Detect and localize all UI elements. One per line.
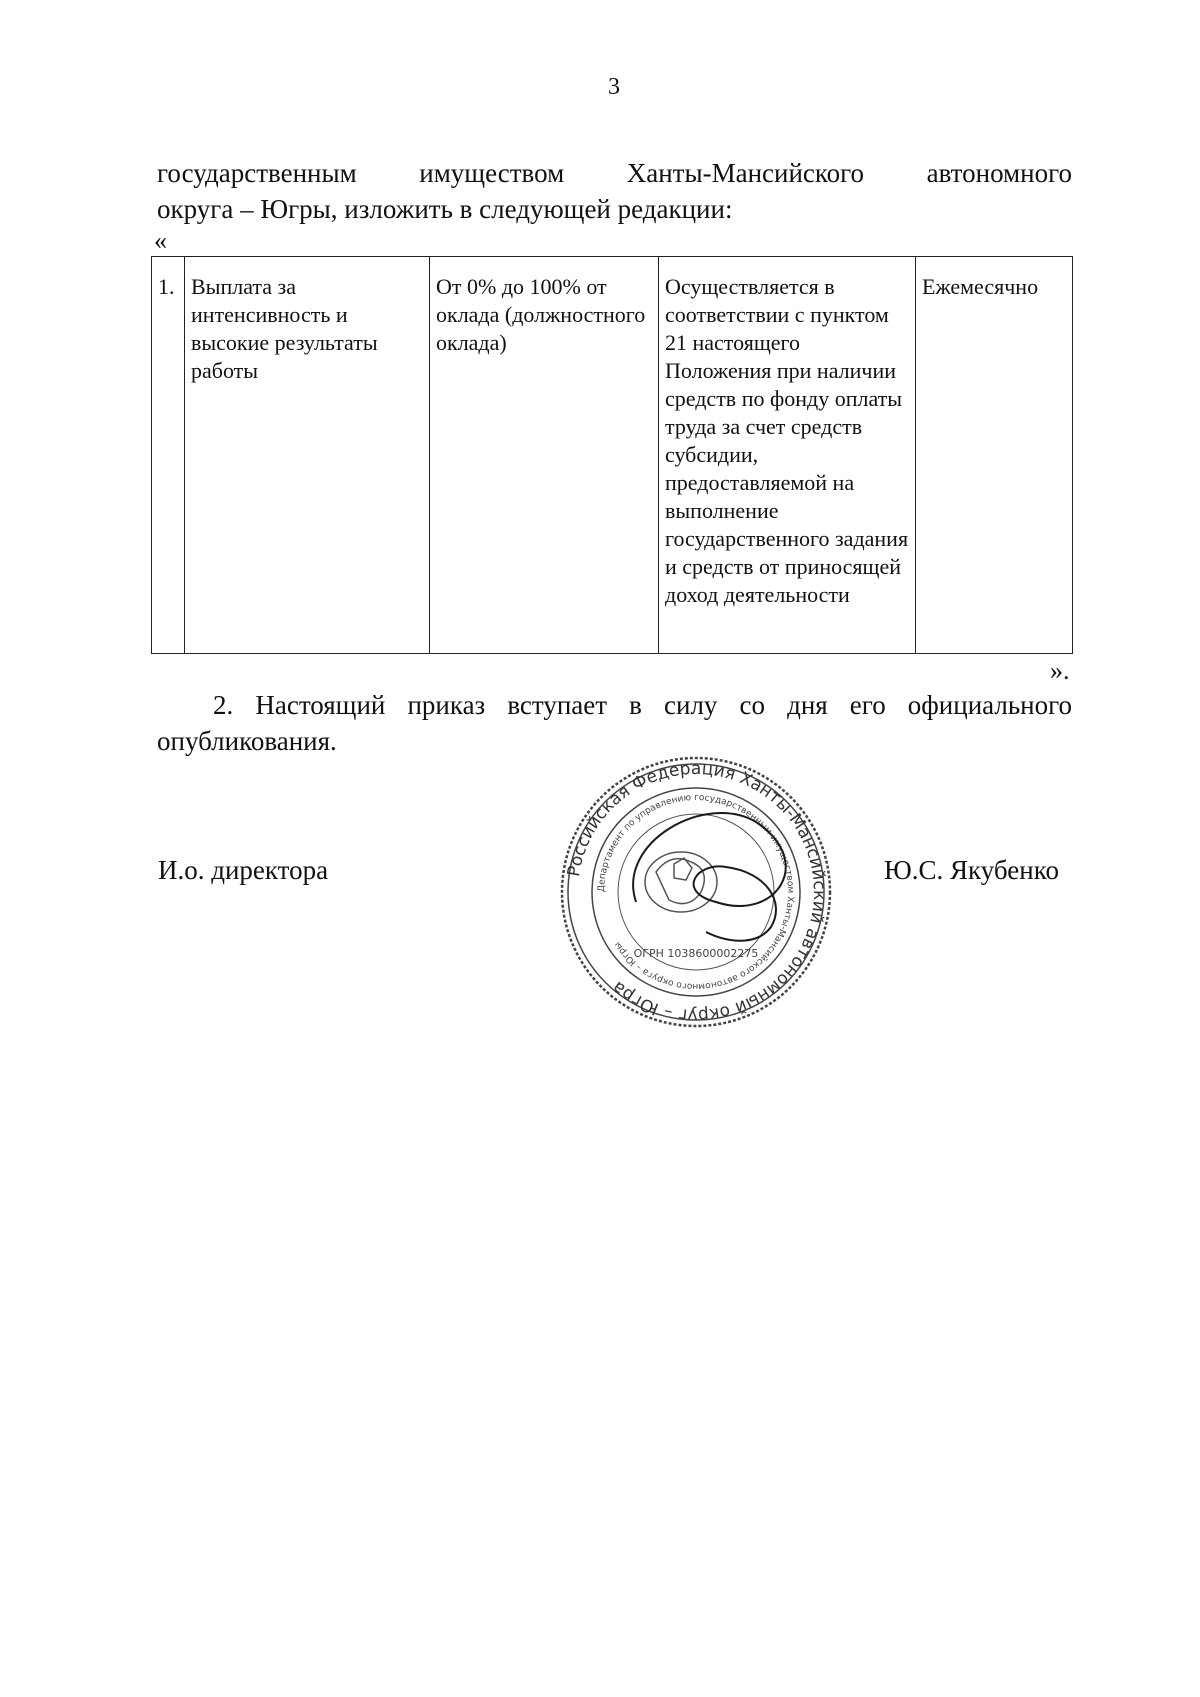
official-seal (556, 752, 836, 1032)
cell-frequency: Ежемесячно (916, 257, 1073, 654)
cell-condition: Осуществляется в соответствии с пунктом 21 настоящего Положения при наличии средств по фонду оплаты труда за счет средств субсидии, предоставляемой на выполнение государственного задания и средств от приносящей доход деятельности (659, 257, 916, 654)
page-number: 3 (608, 74, 620, 100)
signer-name: Ю.С. Якубенко (884, 855, 1059, 885)
cell-payment-name: Выплата за интенсивность и высокие результаты работы (185, 257, 430, 654)
table-row (152, 257, 1073, 654)
paragraph-intro (157, 155, 1072, 227)
paragraph-intro-line1: государственным имуществом Ханты-Мансийского автономного (157, 158, 1072, 188)
closing-quote: ». (1050, 656, 1070, 685)
paragraph-effective (157, 687, 1072, 759)
seal-outer-text: Российская Федерация Ханты-Мансийский автономный округ – Югра (564, 758, 830, 1026)
signer-position: И.о. директора (158, 855, 329, 885)
payment-table (151, 256, 1073, 654)
opening-quote: « (154, 226, 167, 255)
seal-emblem (645, 852, 717, 912)
cell-number: 1. (152, 257, 185, 654)
paragraph-intro-line2: округа – Югры, изложить в следующей редакции: (157, 194, 733, 224)
seal-ogrn: ОГРН 1038600002275 (633, 947, 759, 960)
paragraph-effective-line2: опубликования. (157, 726, 337, 756)
cell-amount: От 0% до 100% от оклада (должностного оклада) (430, 257, 659, 654)
seal-inner-text: Департамент по управлению государственным имуществом Ханты-Мансийского автономного округа – Югры (596, 792, 796, 992)
paragraph-effective-line1: 2. Настоящий приказ вступает в силу со дня его официального (213, 690, 1072, 720)
